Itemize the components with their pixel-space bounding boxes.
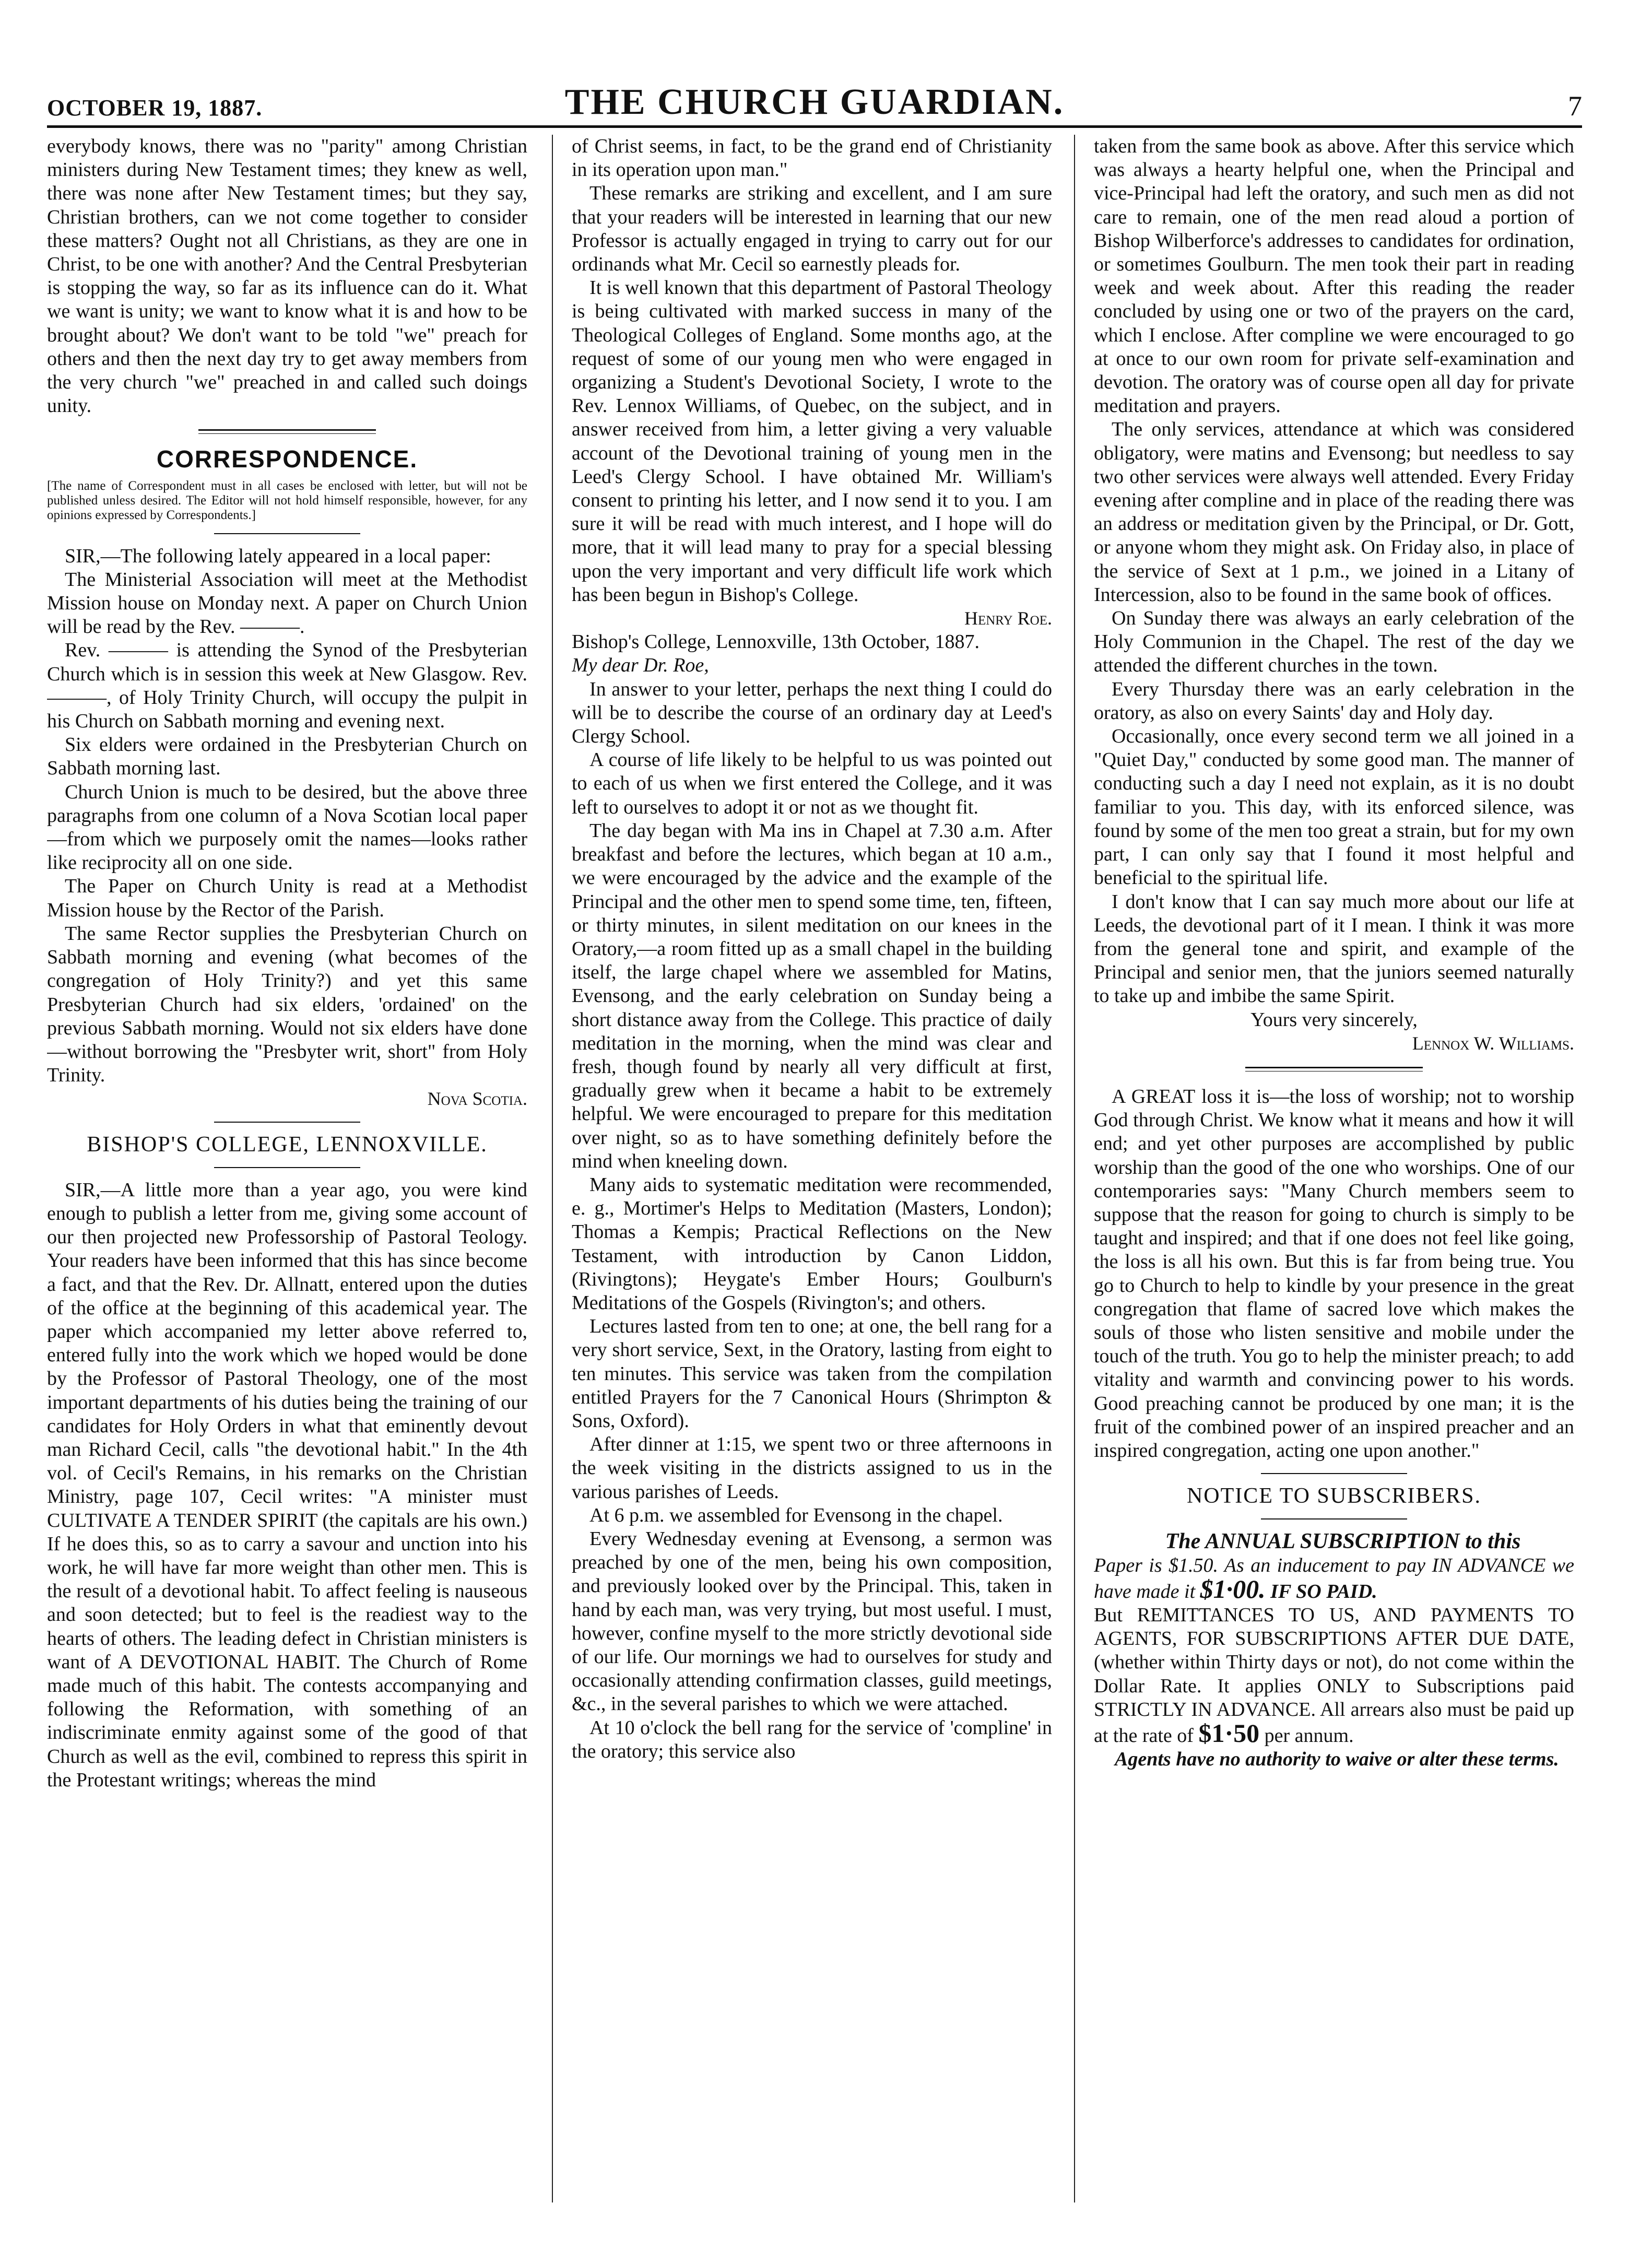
letter-salutation: My dear Dr. Roe, [572,654,709,677]
article-paragraph: A course of life likely to be helpful to us was pointed out to each of us when we first entered the College, and it was left to ourselves to adopt it or not as we thought fit. [572,749,1052,818]
page-number: 7 [1568,90,1582,122]
section-divider [214,533,360,534]
article-paragraph: Every Thursday there was an early celebration in the oratory, as also on every Saints' day and Holy day. [1094,678,1574,724]
discount-price: $1·00. [1200,1574,1266,1604]
column-rule-2 [1074,135,1075,2202]
section-divider [198,429,376,434]
notice-text-part: But REMITTANCES TO US, AND PAYMENTS TO AGENTS, FOR SUBSCRIPTIONS AFTER DUE DATE, (whether within Thirty days or not), do not come within the Dollar Rate. It applies ONLY to Subscriptions paid STRICTLY IN ADVANCE. All arrears also must be paid up at the rate of [1094,1604,1574,1747]
correspondence-heading: CORRESPONDENCE. [156,445,418,473]
notice-text [1094,1604,1574,1748]
section-divider [214,1122,360,1123]
column-2 [572,135,1052,2202]
article-paragraph: The same Rector supplies the Presbyterian Church on Sabbath morning and evening (what becomes of the congregation of Holy Trinity?) and yet this same Presbyterian Church had six elders, 'ordained' on the previous Sabbath morning. Would not six elders have done—without borrowing the "Presbyter writ, short" from Holy Trinity. [47,922,527,1087]
article-paragraph: of Christ seems, in fact, to be the grand end of Christianity in its operation upon man." [572,135,1052,181]
notice-text [1094,1554,1574,1604]
section-divider [1261,1518,1407,1519]
article-paragraph: At 6 p.m. we assembled for Evensong in the chapel. [589,1504,1003,1526]
article-paragraph: SIR,—A little more than a year ago, you were kind enough to publish a letter from me, giving some account of our then projected new Professorship of Pastoral Teology. Your readers have been informed that this has since become a fact, and that the Rev. Dr. Allnatt, entered upon the duties of the office at the beginning of this academical year. The paper which accompanied my letter above referred to, entered fully into the work which we hoped would be done by the Professor of Pastoral Theology, one of the most important departments of his duties being the training of our candidates for Holy Orders in what that eminently devout man Richard Cecil, calls "the devotional habit." In the 4th vol. of Cecil's Remains, in his remarks on the Christian Ministry, page 107, Cecil writes: "A minister must CULTIVATE A TENDER SPIRIT (the capitals are his own.) If he does this, so as to carry a savour and unction into his work, he will have far more weight than other men. This is the result of a devotional habit. To affect feeling is nauseous and soon detected; but to feel is the readiest way to the hearts of others. The leading defect in Christian ministers is want of A DEVOTIONAL HABIT. The Church of Rome made much of this habit. The contests accompanying and following the Reformation, with something of an indiscriminate enmity against some of the good of that Church as well as the evil, combined to repress this spirit in the Protestant writings; whereas the mind [47,1179,527,1791]
article-paragraph: Many aids to systematic meditation were recommended, e. g., Mortimer's Helps to Meditation (Masters, London); Thomas a Kempis; Practical Reflections on the New Testament, with introduction by Canon Liddon, (Rivingtons); Heygate's Ember Hours; Goulburn's Meditations of the Gospels (Rivington's; and others. [572,1173,1052,1314]
notice-lead: The ANNUAL SUBSCRIPTION to this [1165,1529,1521,1554]
section-divider [1261,1473,1407,1474]
letter-closing: Yours very sincerely, [1250,1008,1418,1031]
notice-text-part: Paper is $1.50. As an inducement to pay IN ADVANCE we have made it [1094,1554,1574,1603]
notice-heading: NOTICE TO SUBSCRIBERS. [1186,1484,1482,1509]
full-rate-price: $1·50 [1198,1718,1260,1748]
section-divider [1245,1067,1423,1071]
column-rule-1 [552,135,553,2202]
signature: Lennox W. Williams. [1412,1032,1574,1054]
article-paragraph: Rev. ——— is attending the Synod of the Presbyterian Church which is in session this week at New Glasgow. Rev. ———, of Holy Trinity Church, will occupy the pulpit in his Church on Sabbath morning and evening next. [47,639,527,733]
article-paragraph: The Paper on Church Unity is read at a Methodist Mission house by the Rector of the Parish. [47,875,527,921]
article-paragraph: After dinner at 1:15, we spent two or three afternoons in the week visiting in the districts assigned to us in the various parishes of Leeds. [572,1433,1052,1503]
letter-address: Bishop's College, Lennoxville, 13th October, 1887. [572,631,980,653]
column-3 [1094,135,1574,2202]
article-paragraph: everybody knows, there was no "parity" among Christian ministers during New Testament times; they knew as well, there was none after New Testament times; but they say, Christian brothers, can we not come together to consider these matters? Ought not all Christians, as they are one in Christ, to be one with another? And the Central Presbyterian is stopping the way, so far as its influence can do it. What we want is unity; we want to know what it is and how to be brought about? We don't want to be told "we" preach for others and then the next day try to get away members from the very church "we" preached in and called such doings unity. [47,135,527,417]
article-paragraph: Lectures lasted from ten to one; at one, the bell rang for a very short service, Sext, in the Oratory, lasting from eight to ten minutes. This service was taken from the compilation entitled Prayers for the 7 Canonical Hours (Shrimpton & Sons, Oxford). [572,1315,1052,1432]
article-paragraph: Six elders were ordained in the Presbyterian Church on Sabbath morning last. [47,734,527,780]
notice-text-part: per annum. [1264,1725,1354,1747]
signature: Henry Roe. [964,608,1052,629]
column-1 [47,135,527,2202]
bishops-college-heading: BISHOP'S COLLEGE, LENNOXVILLE. [87,1132,488,1157]
article-paragraph: It is well known that this department of Pastoral Theology is being cultivated with marked success in many of the Theological Colleges of England. Some months ago, at the request of some of our young men who were engaged in organizing a Student's Devotional Society, I wrote to the Rev. Lennox Williams, of Quebec, on the subject, and in answer received from him, a letter giving a very valuable account of the Devotional training of young men in the Leed's Clergy School. I have obtained Mr. William's consent to printing his letter, and I now send it to you. I am sure it will be read with much interest, and I hope will do more, that it will lead many to pray for a special blessing upon the very important and very difficult life work which has been begun in Bishop's College. [572,277,1052,606]
notice-text-part: IF SO PAID. [1270,1580,1377,1603]
article-paragraph: The Ministerial Association will meet at the Methodist Mission house on Monday next. A paper on Church Union will be read by the Rev. ———. [47,568,527,638]
notice-footer: Agents have no authority to waive or alter these terms. [1115,1748,1559,1771]
issue-date: OCTOBER 19, 1887. [47,95,263,121]
signature: Nova Scotia. [427,1088,527,1110]
article-paragraph: I don't know that I can say much more about our life at Leeds, the devotional part of it I mean. I think it was more from the general tone and spirit, and example of the Principal and senior men, that the juniors seemed naturally to take up and imbibe the same Spirit. [1094,890,1574,1007]
article-paragraph: Every Wednesday evening at Evensong, a sermon was preached by one of the men, being his own composition, and previously looked over by the Principal. This, taken in hand by each man, was very trying, but most useful. I must, however, confine myself to the more strictly devotional side of our life. Our mornings we had to ourselves for study and occasionally attending confirmation classes, guild meetings, &c., in the several parishes to which we were attached. [572,1527,1052,1715]
article-paragraph: The only services, attendance at which was considered obligatory, were matins and Evensong; but needless to say two other services were always well attended. Every Friday evening after compline and in place of the reading there was an address or meditation given by the Principal, or Dr. Gott, or anyone whom they might ask. On Friday also, in place of the service of Sext at 1 p.m., we joined in a Litany of Intercession, also to be found in the same book of offices. [1094,418,1574,606]
article-paragraph: taken from the same book as above. After this service which was always a hearty helpful one, when the Principal and vice-Principal had left the oratory, and such men as did not care to remain, one of the men read aloud a portion of Bishop Wilberforce's addresses to candidates for ordination, or sometimes Goulburn. The men took their part in reading week and week about. After this reading the reader concluded by using one or two of the prayers on the card, which I enclose. After compline we were encouraged to go at once to our own room for private self-examination and devotion. The oratory was of course open all day for private meditation and prayers. [1094,135,1574,417]
article-paragraph: On Sunday there was always an early celebration of the Holy Communion in the Chapel. The rest of the day we attended the different churches in the town. [1094,607,1574,677]
section-divider [214,1167,360,1168]
newspaper-title: THE CHURCH GUARDIAN. [564,82,1065,122]
editorial-note: [The name of Correspondent must in all cases be enclosed with letter, but will not be published unless desired. The Editor will not hold himself responsible, however, for any opinions expressed by Correspondents.] [47,478,527,522]
article-paragraph: These remarks are striking and excellent, and I am sure that your readers will be interested in learning that our new Professor is actually engaged in trying to carry out for our ordinands what Mr. Cecil so earnestly pleads for. [572,182,1052,276]
article-paragraph: Occasionally, once every second term we all joined in a "Quiet Day," conducted by some good man. The manner of conducting such a day I need not explain, as it is no doubt familiar to you. This day, with its enforced silence, was found by some of the men too great a strain, but for my own part, I can only say that I found it most helpful and beneficial to the spiritual life. [1094,725,1574,889]
article-paragraph: SIR,—The following lately appeared in a local paper: [65,545,491,567]
article-paragraph: A GREAT loss it is—the loss of worship; not to worship God through Christ. We know what it means and how it will end; and yet other purposes are accomplished by public worship than the good of the one who worships. One of our contemporaries says: "Many Church members seem to suppose that the reason for going to church is simply to be taught and inspired; and that if one does not feel like going, the loss is all his own. But this is far from being true. You go to Church to help to kindle by your presence in the great congregation that flame of sacred love which makes the souls of those who listen sensitive and mobile under the touch of the truth. You go to help the minister preach; to add vitality and warmth and convincing power to his words. Good preaching cannot be produced by one man; it is the fruit of the combined power of an inspired preacher and an inspired congregation, acting one upon another." [1094,1085,1574,1462]
article-paragraph: At 10 o'clock the bell rang for the service of 'compline' in the oratory; this service also [572,1716,1052,1762]
masthead [47,78,1582,128]
article-paragraph: The day began with Ma ins in Chapel at 7.30 a.m. After breakfast and before the lectures, which began at 10 a.m., we were encouraged by the advice and the example of the Principal and the other men to spend some time, ten, fifteen, or thirty minutes, in silent meditation on our knees in the Oratory,—a room fitted up as a small chapel in the building itself, the large chapel where we assembled for Matins, Evensong, and the early celebration on Sunday being a short distance away from the College. This practice of daily meditation in the morning, when the mind was clear and fresh, though found by nearly all very difficult at first, gradually grew when it became a habit to be extremely helpful. We were encouraged to prepare for this meditation over night, so as to have something definitely before the mind when kneeling down. [572,819,1052,1172]
article-paragraph: In answer to your letter, perhaps the next thing I could do will be to describe the course of an ordinary day at Leed's Clergy School. [572,678,1052,748]
article-paragraph: Church Union is much to be desired, but the above three paragraphs from one column of a Nova Scotian local paper—from which we purposely omit the names—looks rather like reciprocity all on one side. [47,781,527,874]
